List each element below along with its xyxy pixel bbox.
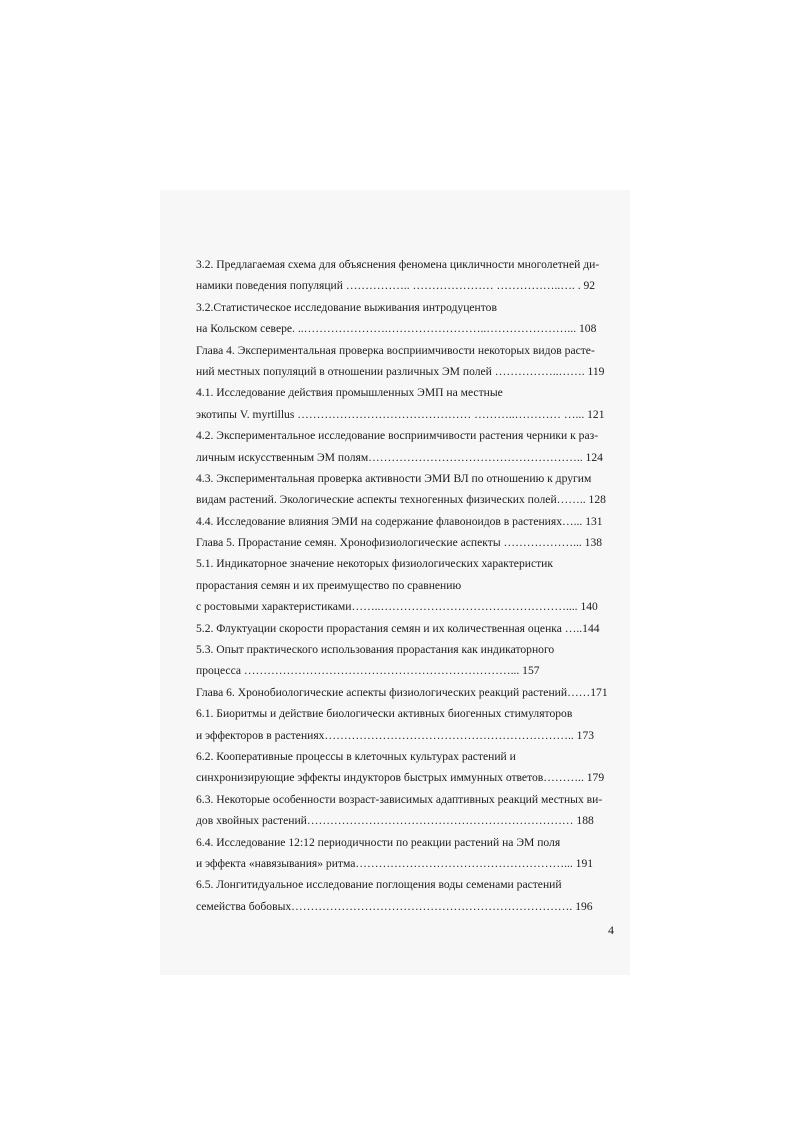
toc-line: 6.5. Лонгитидуальное исследование поглощения воды семенами растений — [196, 878, 562, 892]
toc-line: личным искусственным ЭМ полям……………………………………………….. 124 — [196, 450, 603, 464]
toc-line: 4.4. Исследование влияния ЭМИ на содержание флавоноидов в растениях…... 131 — [196, 514, 603, 528]
toc-line: экотипы V. myrtillus ……………………………………… ………..………… …... 121 — [196, 407, 605, 421]
toc-line: и эффекторов в растениях……………………………………………………….. 173 — [196, 728, 595, 742]
page-number: 4 — [608, 923, 614, 937]
toc-line: 5.2. Флуктуации скорости прорастания семян и их количественная оценка …..144 — [196, 621, 600, 635]
toc-line: Глава 5. Прорастание семян. Хронофизиологические аспекты ………………... 138 — [196, 536, 603, 550]
toc-line: 5.3. Опыт практического использования прорастания как индикаторного — [196, 643, 555, 657]
toc-line: синхронизирующие эффекты индукторов быстрых иммунных ответов……….. 179 — [196, 771, 605, 785]
toc-line: 4.2. Экспериментальное исследование восприимчивости растения черники к раз- — [196, 429, 599, 443]
toc-line: Глава 4. Экспериментальная проверка восприимчивости некоторых видов расте- — [196, 343, 595, 357]
toc-line: 6.2. Кооперативные процессы в клеточных культурах растений и — [196, 749, 516, 763]
toc-line: 4.1. Исследование действия промышленных ЭМП на местные — [196, 386, 503, 400]
toc-line: 6.1. Биоритмы и действие биологически активных биогенных стимуляторов — [196, 707, 573, 721]
toc-line: 6.3. Некоторые особенности возраст-зависимых адаптивных реакций местных ви- — [196, 792, 603, 806]
toc-line: 3.2.Статистическое исследование выживания интродуцентов — [196, 300, 497, 314]
toc-line: и эффекта «навязывания» ритма………………………………………………... 191 — [196, 856, 594, 870]
toc-line: 3.2. Предлагаемая схема для объяснения феномена цикличности многолетней ди- — [196, 258, 600, 271]
toc-line: 4.3. Экспериментальная проверка активности ЭМИ ВЛ по отношению к другим — [196, 471, 592, 485]
toc-line: 6.4. Исследование 12:12 периодичности по реакции растений на ЭМ поля — [196, 835, 561, 849]
toc-line: видам растений. Экологические аспекты техногенных физических полей…….. 128 — [196, 493, 606, 507]
toc-line: на Кольском севере. ..………………….……………………..…………………... 108 — [196, 322, 597, 336]
toc-line: процесса ……………………………………………………………... 157 — [196, 664, 540, 678]
table-of-contents — [196, 254, 632, 917]
toc-line: Глава 6. Хронобиологические аспекты физиологических реакций растений……171 — [196, 685, 608, 699]
toc-line: прорастания семян и их преимущество по сравнению — [196, 578, 462, 592]
toc-line: намики поведения популяций …………….. ………………… ……………..…. . 92 — [196, 279, 596, 293]
toc-line: ний местных популяций в отношении различных ЭМ полей ……………..……. 119 — [196, 364, 605, 378]
toc-line: с ростовыми характеристиками……..………………………………………….... 140 — [196, 600, 598, 614]
toc-line: семейства бобовых………………………………………………………………. 196 — [196, 899, 593, 913]
toc-line: дов хвойных растений…………………………………………………………… 188 — [196, 814, 594, 828]
toc-line: 5.1. Индикаторное значение некоторых физиологических характеристик — [196, 557, 553, 571]
